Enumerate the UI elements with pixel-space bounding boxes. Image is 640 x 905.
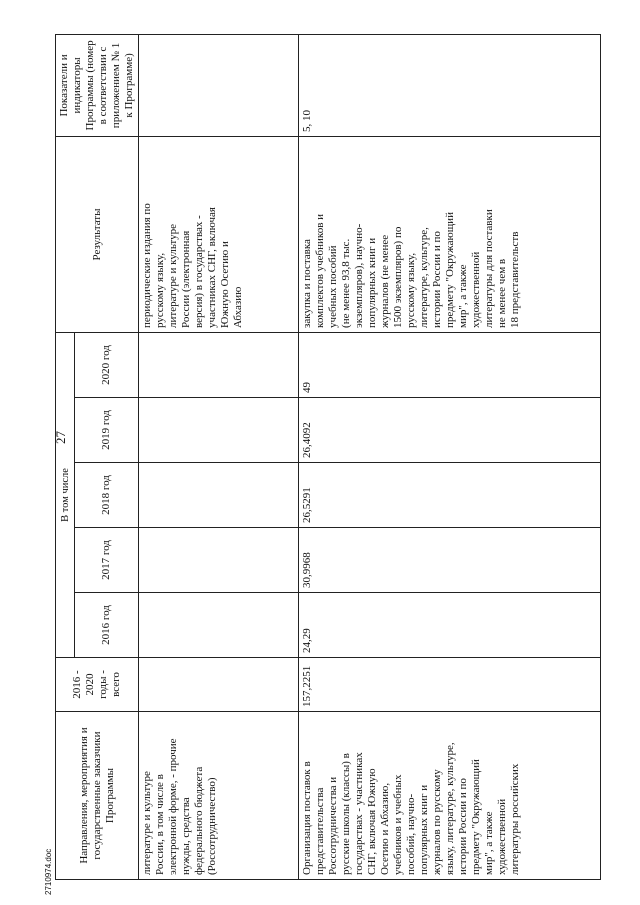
header-year-2016: 2016 год [75, 593, 139, 658]
row-indicators: 5, 10 [299, 34, 601, 136]
table-row [299, 34, 601, 879]
table-row [139, 34, 299, 879]
rotated-table-wrapper [55, 35, 600, 880]
program-table [55, 34, 601, 880]
row-2017: 30,9968 [299, 528, 601, 593]
row-2018: 26,5291 [299, 463, 601, 528]
document-footer: 2710974.doc [44, 848, 53, 895]
row-2016 [139, 593, 299, 658]
header-year-2019: 2019 год [75, 398, 139, 463]
row-2020 [139, 332, 299, 397]
row-result: закупка и поставка комплектов учебников и учебных пособий (не менее 93,8 тыс. экземпляров), научно- популярных книг и журналов (не менее 1500 экземпляров) по русскому языку, литературе, культуре, истории России и по предмету "Окружающий мир", а также художественной литературы для поставки не менее чем в 18 представительств [299, 136, 601, 332]
row-2016: 24,29 [299, 593, 601, 658]
row-direction: литературе и культуре России, в том числе в электронной форме, - прочие нужды, средства федерального бюджета (Россотрудничество) [139, 712, 299, 880]
header-total: 2016 - 2020 годы - всего [56, 658, 139, 712]
header-year-2020: 2020 год [75, 332, 139, 397]
page-number: 27 [53, 431, 68, 444]
header-directions: Направления, мероприятия и государственные заказчики Программы [56, 712, 139, 880]
header-indicators: Показатели и индикаторы Программы (номер в соответствии с приложением № 1 к Программе) [56, 34, 139, 136]
row-2018 [139, 463, 299, 528]
header-year-2018: 2018 год [75, 463, 139, 528]
row-indicators [139, 34, 299, 136]
header-in-that-number: В том числе [56, 332, 75, 657]
row-2019 [139, 398, 299, 463]
row-2017 [139, 528, 299, 593]
header-results: Результаты [56, 136, 139, 332]
row-2019: 26,4092 [299, 398, 601, 463]
row-total: 157,2251 [299, 658, 601, 712]
row-result: периодические издания по русскому языку, литературе и культуре России (электронная версия) в государствах - участниках СНГ, включая Южную Осетию и Абхазию [139, 136, 299, 332]
row-total [139, 658, 299, 712]
row-direction: Организация поставок в представительства Россотрудничества и русские школы (классы) в государствах - участниках СНГ, включая Южную Осетию и Абхазию, учебников и учебных пособий, научно- популярных книг и журналов по русскому языку, литературе, культуре, истории России и по предмету "Окружающий мир", а также художественной литературы российских [299, 712, 601, 880]
header-year-2017: 2017 год [75, 528, 139, 593]
row-2020: 49 [299, 332, 601, 397]
